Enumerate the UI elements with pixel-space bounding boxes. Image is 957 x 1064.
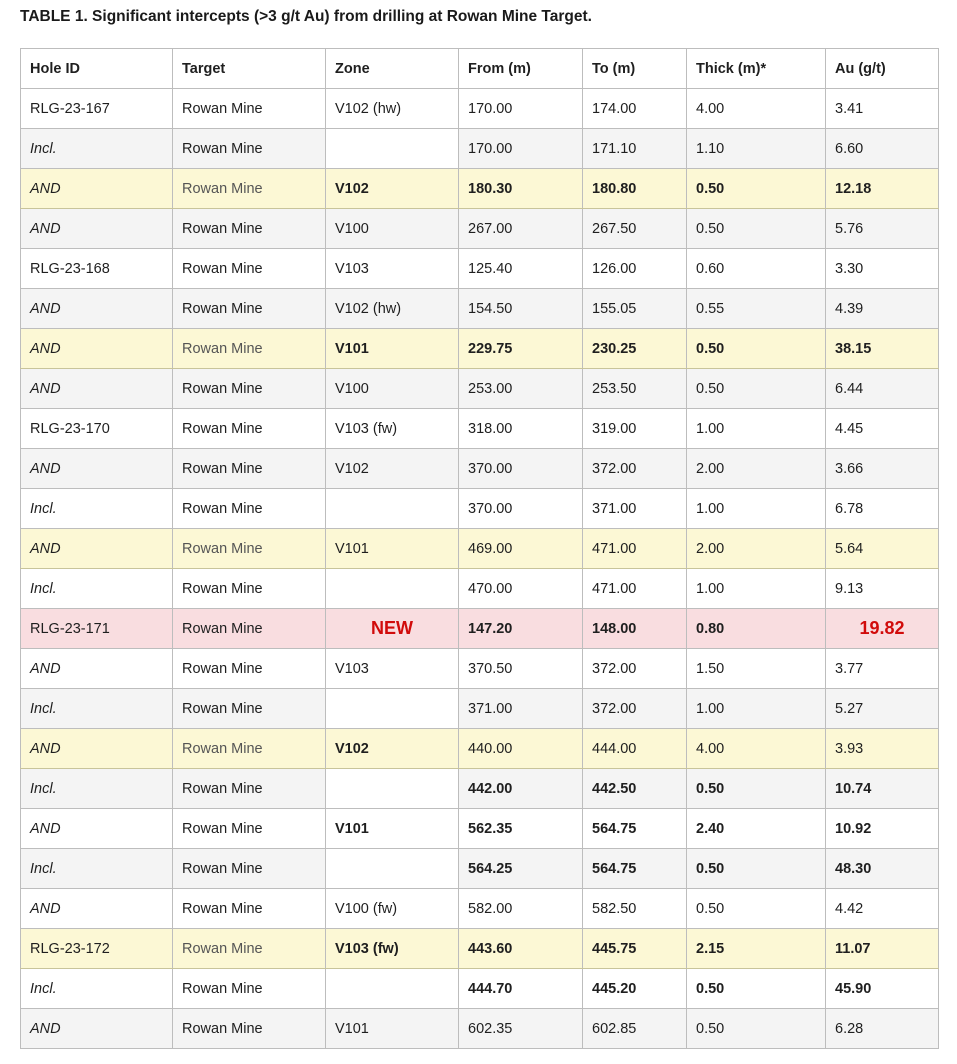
cell-from: 469.00	[459, 529, 583, 569]
table-row	[21, 809, 939, 849]
table-row	[21, 129, 939, 169]
cell-to: 126.00	[583, 249, 687, 289]
cell-zone: V102	[326, 729, 459, 769]
table-row	[21, 249, 939, 289]
cell-zone	[326, 849, 459, 889]
cell-target: Rowan Mine	[173, 529, 326, 569]
cell-to: 174.00	[583, 89, 687, 129]
cell-id: AND	[21, 729, 173, 769]
cell-au: 4.39	[826, 289, 939, 329]
cell-au: 38.15	[826, 329, 939, 369]
cell-id: AND	[21, 529, 173, 569]
cell-thick: 1.00	[687, 569, 826, 609]
cell-zone	[326, 489, 459, 529]
cell-to: 564.75	[583, 809, 687, 849]
cell-from: 564.25	[459, 849, 583, 889]
cell-from: 440.00	[459, 729, 583, 769]
cell-au: 3.93	[826, 729, 939, 769]
cell-zone: V103	[326, 649, 459, 689]
cell-zone: V100	[326, 369, 459, 409]
table-row	[21, 689, 939, 729]
cell-to: 148.00	[583, 609, 687, 649]
cell-zone	[326, 569, 459, 609]
table-row	[21, 729, 939, 769]
cell-to: 471.00	[583, 529, 687, 569]
cell-au: 3.30	[826, 249, 939, 289]
cell-thick: 1.00	[687, 489, 826, 529]
table-caption: TABLE 1. Significant intercepts (>3 g/t Au) from drilling at Rowan Mine Target.	[20, 8, 592, 25]
cell-target: Rowan Mine	[173, 249, 326, 289]
cell-au: 5.64	[826, 529, 939, 569]
cell-zone: V102 (hw)	[326, 289, 459, 329]
cell-from: 371.00	[459, 689, 583, 729]
table-row	[21, 929, 939, 969]
cell-from: 147.20	[459, 609, 583, 649]
cell-zone: V103 (fw)	[326, 929, 459, 969]
cell-zone: V100 (fw)	[326, 889, 459, 929]
table-row	[21, 209, 939, 249]
intercepts-table	[20, 48, 939, 1049]
cell-from: 318.00	[459, 409, 583, 449]
cell-au: 10.74	[826, 769, 939, 809]
cell-zone	[326, 769, 459, 809]
cell-from: 267.00	[459, 209, 583, 249]
cell-thick: 0.50	[687, 209, 826, 249]
table-row	[21, 289, 939, 329]
cell-target: Rowan Mine	[173, 169, 326, 209]
cell-from: 253.00	[459, 369, 583, 409]
cell-to: 371.00	[583, 489, 687, 529]
cell-thick: 0.80	[687, 609, 826, 649]
cell-to: 471.00	[583, 569, 687, 609]
header-zone: Zone	[326, 49, 459, 89]
table-row	[21, 489, 939, 529]
cell-from: 443.60	[459, 929, 583, 969]
cell-zone: V101	[326, 329, 459, 369]
cell-to: 602.85	[583, 1009, 687, 1049]
cell-target: Rowan Mine	[173, 569, 326, 609]
cell-thick: 0.50	[687, 969, 826, 1009]
cell-au: 4.42	[826, 889, 939, 929]
cell-id: AND	[21, 1009, 173, 1049]
cell-au: 9.13	[826, 569, 939, 609]
cell-thick: 4.00	[687, 729, 826, 769]
table-row	[21, 569, 939, 609]
cell-target: Rowan Mine	[173, 649, 326, 689]
table-row	[21, 529, 939, 569]
cell-id: Incl.	[21, 569, 173, 609]
cell-to: 155.05	[583, 289, 687, 329]
cell-to: 171.10	[583, 129, 687, 169]
cell-thick: 2.00	[687, 449, 826, 489]
header-from: From (m)	[459, 49, 583, 89]
cell-target: Rowan Mine	[173, 689, 326, 729]
cell-id: Incl.	[21, 129, 173, 169]
cell-from: 470.00	[459, 569, 583, 609]
cell-to: 445.20	[583, 969, 687, 1009]
cell-from: 170.00	[459, 89, 583, 129]
cell-id: AND	[21, 449, 173, 489]
cell-to: 319.00	[583, 409, 687, 449]
cell-from: 154.50	[459, 289, 583, 329]
cell-au: 3.66	[826, 449, 939, 489]
cell-from: 170.00	[459, 129, 583, 169]
table-row	[21, 969, 939, 1009]
cell-to: 372.00	[583, 649, 687, 689]
cell-id: Incl.	[21, 969, 173, 1009]
table-row	[21, 609, 939, 649]
cell-au: 12.18	[826, 169, 939, 209]
cell-au: 6.60	[826, 129, 939, 169]
cell-zone: V102	[326, 449, 459, 489]
cell-thick: 0.50	[687, 769, 826, 809]
cell-zone: V101	[326, 1009, 459, 1049]
cell-au: 6.78	[826, 489, 939, 529]
table-row	[21, 409, 939, 449]
cell-zone: V101	[326, 809, 459, 849]
cell-target: Rowan Mine	[173, 489, 326, 529]
cell-thick: 0.50	[687, 889, 826, 929]
cell-zone: V103	[326, 249, 459, 289]
cell-to: 582.50	[583, 889, 687, 929]
cell-from: 370.00	[459, 449, 583, 489]
cell-au: 5.27	[826, 689, 939, 729]
cell-id: Incl.	[21, 489, 173, 529]
header-target: Target	[173, 49, 326, 89]
cell-id: AND	[21, 209, 173, 249]
cell-target: Rowan Mine	[173, 1009, 326, 1049]
cell-au: 6.28	[826, 1009, 939, 1049]
cell-id: RLG-23-168	[21, 249, 173, 289]
cell-id: Incl.	[21, 689, 173, 729]
cell-zone	[326, 969, 459, 1009]
table-row	[21, 769, 939, 809]
cell-from: 370.00	[459, 489, 583, 529]
table-row	[21, 889, 939, 929]
cell-from: 444.70	[459, 969, 583, 1009]
cell-target: Rowan Mine	[173, 329, 326, 369]
cell-thick: 0.50	[687, 1009, 826, 1049]
cell-target: Rowan Mine	[173, 409, 326, 449]
cell-thick: 2.40	[687, 809, 826, 849]
cell-from: 562.35	[459, 809, 583, 849]
cell-zone: NEW	[326, 609, 459, 649]
cell-from: 180.30	[459, 169, 583, 209]
cell-to: 372.00	[583, 449, 687, 489]
cell-to: 230.25	[583, 329, 687, 369]
cell-zone: V102	[326, 169, 459, 209]
cell-zone: V102 (hw)	[326, 89, 459, 129]
cell-id: AND	[21, 649, 173, 689]
cell-from: 125.40	[459, 249, 583, 289]
table-row	[21, 849, 939, 889]
cell-id: Incl.	[21, 769, 173, 809]
cell-au: 3.41	[826, 89, 939, 129]
cell-au: 6.44	[826, 369, 939, 409]
cell-target: Rowan Mine	[173, 889, 326, 929]
cell-id: AND	[21, 889, 173, 929]
cell-id: Incl.	[21, 849, 173, 889]
cell-zone: V100	[326, 209, 459, 249]
cell-thick: 1.50	[687, 649, 826, 689]
cell-target: Rowan Mine	[173, 729, 326, 769]
table-row	[21, 169, 939, 209]
cell-thick: 0.50	[687, 369, 826, 409]
cell-target: Rowan Mine	[173, 129, 326, 169]
cell-thick: 0.50	[687, 849, 826, 889]
cell-to: 372.00	[583, 689, 687, 729]
cell-au: 10.92	[826, 809, 939, 849]
cell-au: 11.07	[826, 929, 939, 969]
cell-from: 442.00	[459, 769, 583, 809]
cell-target: Rowan Mine	[173, 849, 326, 889]
cell-id: AND	[21, 169, 173, 209]
cell-au: 3.77	[826, 649, 939, 689]
cell-au: 45.90	[826, 969, 939, 1009]
cell-id: RLG-23-167	[21, 89, 173, 129]
cell-from: 370.50	[459, 649, 583, 689]
cell-zone	[326, 129, 459, 169]
cell-target: Rowan Mine	[173, 449, 326, 489]
cell-thick: 1.00	[687, 689, 826, 729]
cell-from: 229.75	[459, 329, 583, 369]
table-row	[21, 1009, 939, 1049]
cell-au: 19.82	[826, 609, 939, 649]
cell-target: Rowan Mine	[173, 89, 326, 129]
cell-id: AND	[21, 289, 173, 329]
cell-to: 444.00	[583, 729, 687, 769]
cell-to: 267.50	[583, 209, 687, 249]
cell-target: Rowan Mine	[173, 209, 326, 249]
cell-thick: 0.55	[687, 289, 826, 329]
cell-thick: 0.50	[687, 329, 826, 369]
cell-id: AND	[21, 809, 173, 849]
cell-au: 48.30	[826, 849, 939, 889]
cell-to: 445.75	[583, 929, 687, 969]
table-row	[21, 649, 939, 689]
header-hole-id: Hole ID	[21, 49, 173, 89]
cell-target: Rowan Mine	[173, 769, 326, 809]
header-thick: Thick (m)*	[687, 49, 826, 89]
cell-target: Rowan Mine	[173, 609, 326, 649]
cell-target: Rowan Mine	[173, 369, 326, 409]
cell-from: 602.35	[459, 1009, 583, 1049]
cell-thick: 0.50	[687, 169, 826, 209]
cell-thick: 1.10	[687, 129, 826, 169]
cell-id: AND	[21, 369, 173, 409]
cell-from: 582.00	[459, 889, 583, 929]
cell-id: RLG-23-172	[21, 929, 173, 969]
cell-thick: 2.00	[687, 529, 826, 569]
cell-au: 4.45	[826, 409, 939, 449]
cell-to: 442.50	[583, 769, 687, 809]
cell-target: Rowan Mine	[173, 929, 326, 969]
cell-target: Rowan Mine	[173, 809, 326, 849]
cell-target: Rowan Mine	[173, 969, 326, 1009]
cell-to: 180.80	[583, 169, 687, 209]
table-row	[21, 329, 939, 369]
cell-zone: V103 (fw)	[326, 409, 459, 449]
cell-zone: V101	[326, 529, 459, 569]
table-header-row	[21, 49, 939, 89]
cell-to: 564.75	[583, 849, 687, 889]
cell-id: RLG-23-171	[21, 609, 173, 649]
table-row	[21, 449, 939, 489]
cell-to: 253.50	[583, 369, 687, 409]
cell-thick: 1.00	[687, 409, 826, 449]
cell-au: 5.76	[826, 209, 939, 249]
cell-thick: 2.15	[687, 929, 826, 969]
cell-target: Rowan Mine	[173, 289, 326, 329]
table-row	[21, 369, 939, 409]
cell-thick: 4.00	[687, 89, 826, 129]
cell-zone	[326, 689, 459, 729]
table-row	[21, 89, 939, 129]
cell-id: AND	[21, 329, 173, 369]
cell-thick: 0.60	[687, 249, 826, 289]
header-au: Au (g/t)	[826, 49, 939, 89]
cell-id: RLG-23-170	[21, 409, 173, 449]
header-to: To (m)	[583, 49, 687, 89]
